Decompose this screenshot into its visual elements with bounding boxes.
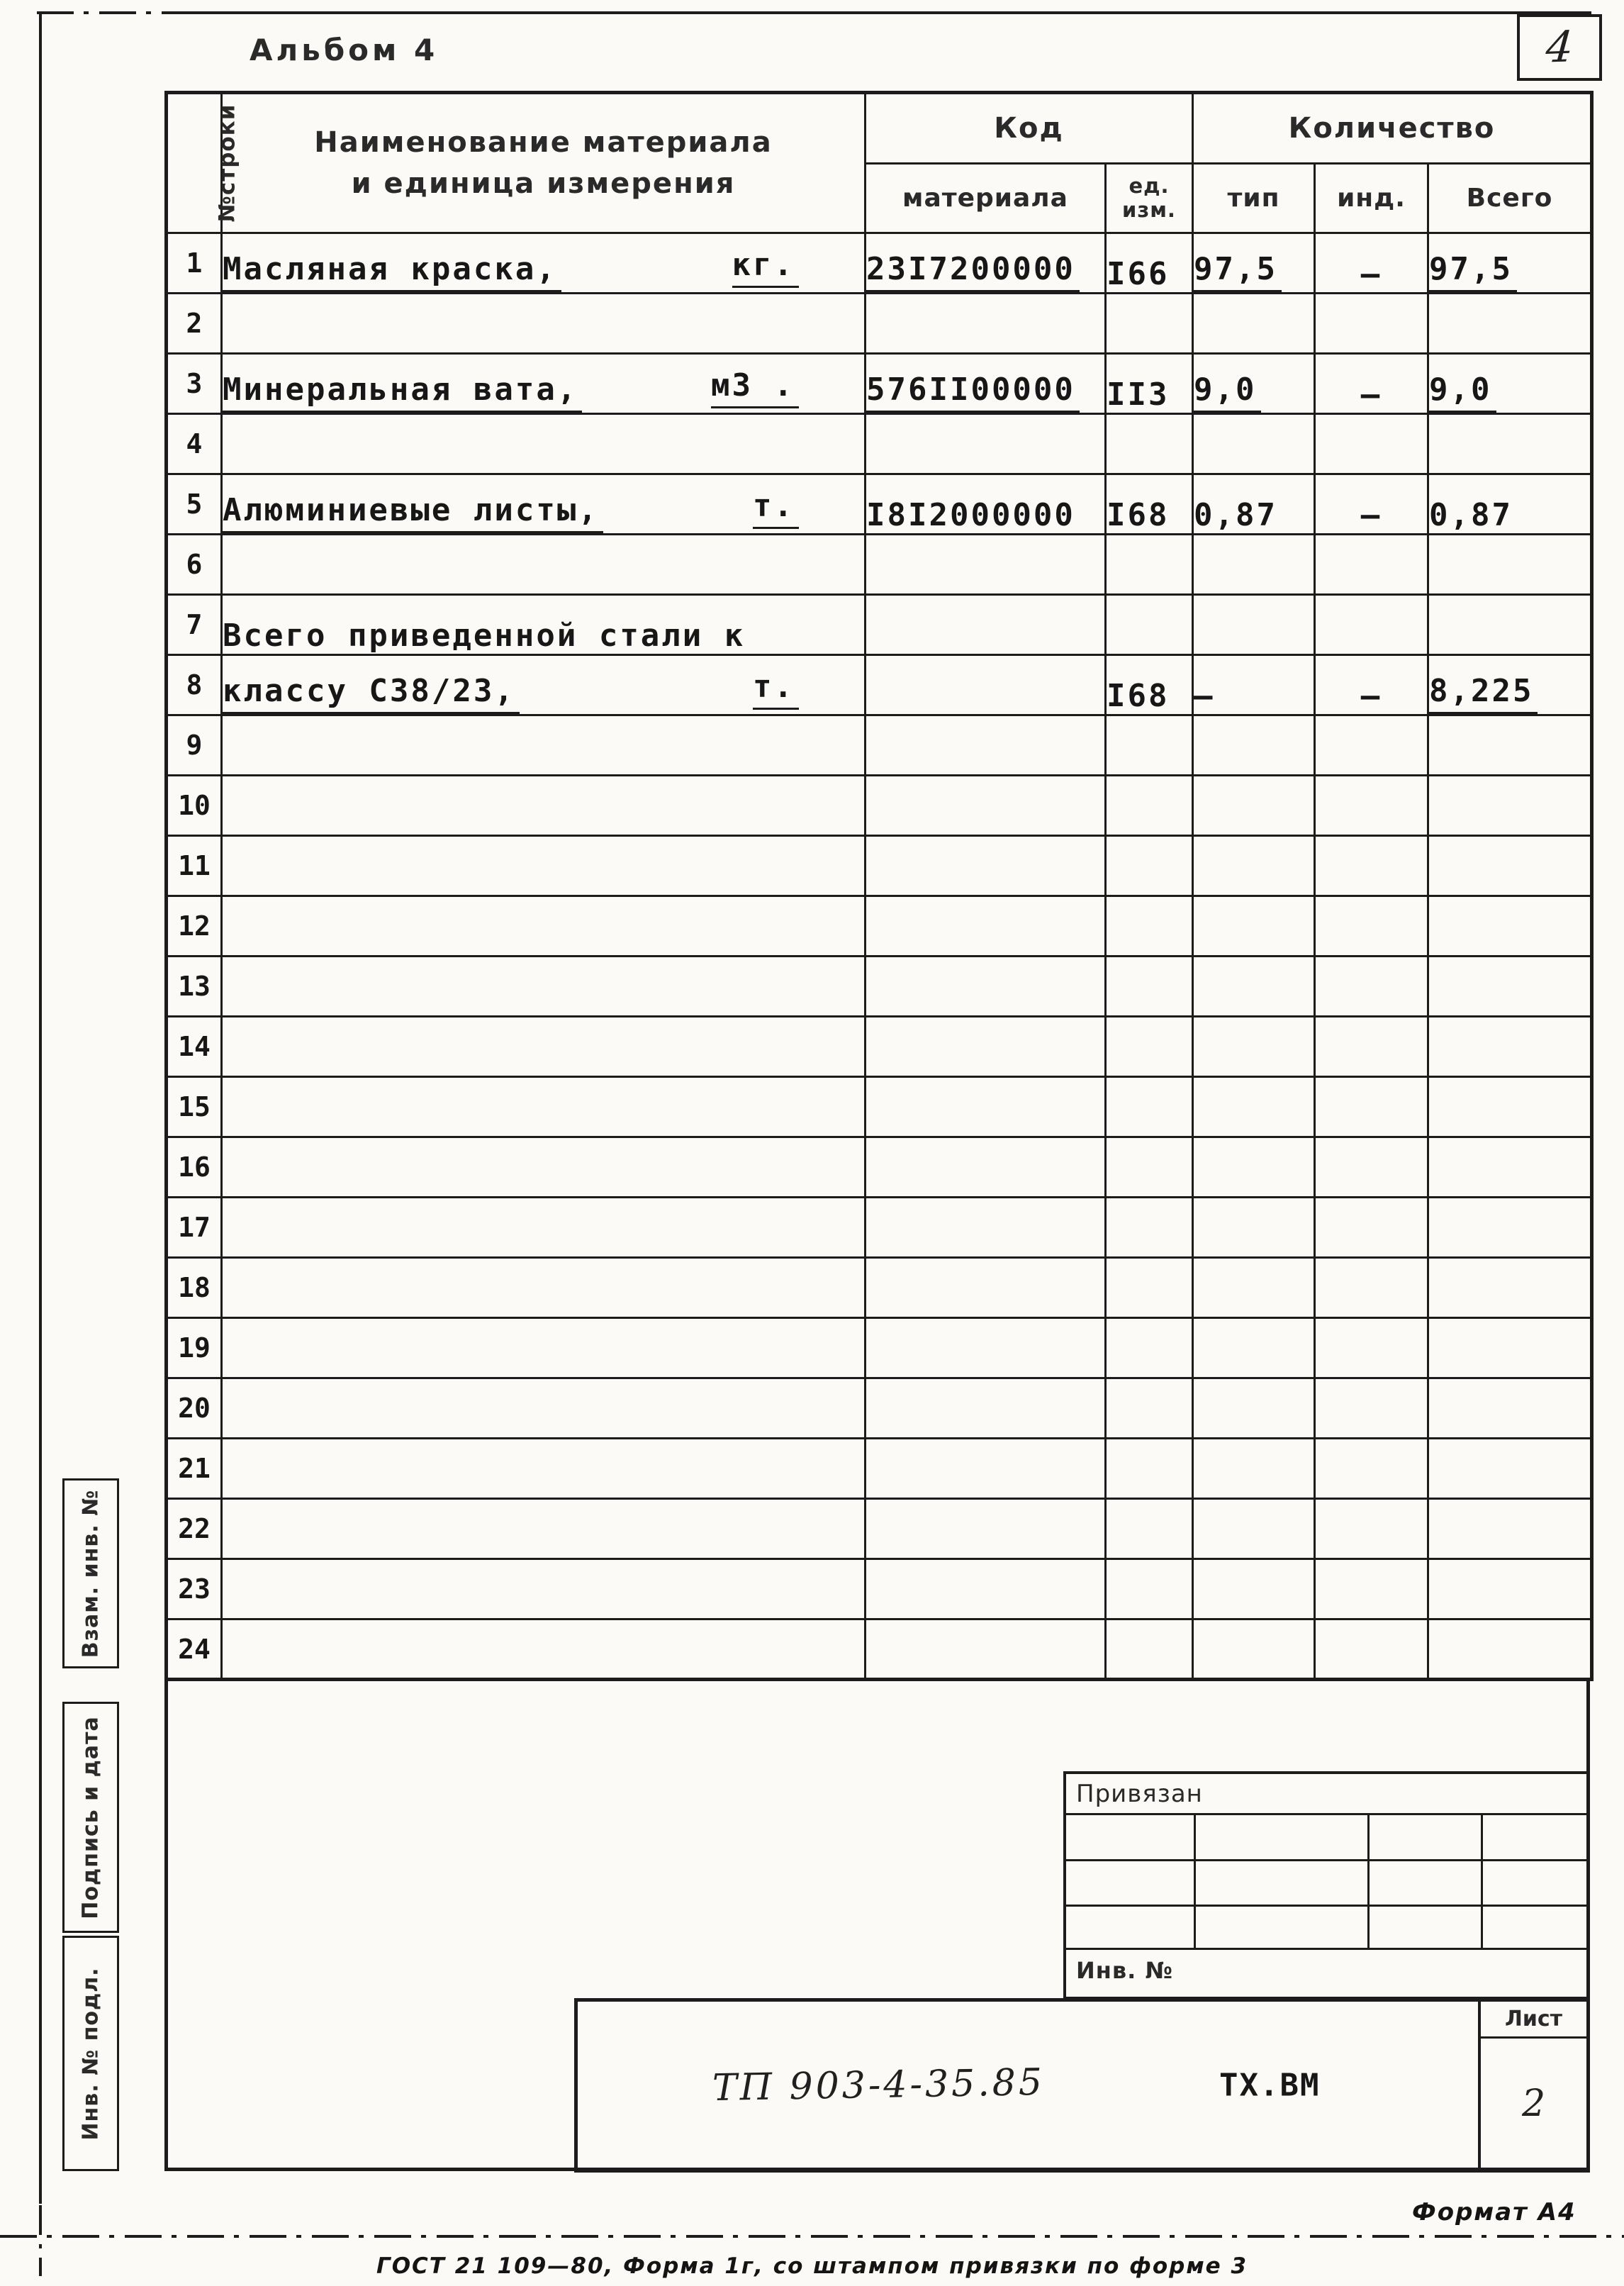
privyazka-grid bbox=[1066, 1815, 1587, 1950]
cell-value-no: 13 bbox=[178, 971, 211, 1002]
cell-value-ed: I68 bbox=[1107, 678, 1170, 714]
material-name: Масляная краска, bbox=[223, 251, 561, 292]
cell-tip bbox=[1193, 1017, 1315, 1077]
cell-value-ind: – bbox=[1360, 256, 1382, 292]
cell-ind bbox=[1315, 1258, 1428, 1318]
margin-box-podpis bbox=[62, 1702, 119, 1933]
cell-ed bbox=[1106, 1499, 1193, 1559]
cell-ed bbox=[1106, 896, 1193, 957]
cell-vsego bbox=[1428, 1258, 1592, 1318]
cell-no bbox=[167, 1439, 222, 1499]
header-qty-type: тип bbox=[1193, 164, 1315, 233]
cell-vsego bbox=[1428, 1439, 1592, 1499]
cell-code bbox=[866, 595, 1106, 655]
cell-no bbox=[167, 1198, 222, 1258]
material-unit: т. bbox=[753, 669, 799, 710]
cell-ed bbox=[1106, 1439, 1193, 1499]
cell-value-no: 24 bbox=[178, 1633, 211, 1665]
cell-vsego bbox=[1428, 474, 1592, 535]
cell-value-no: 16 bbox=[178, 1152, 211, 1183]
grid-vline bbox=[1481, 1815, 1483, 1948]
grid-vline bbox=[1194, 1815, 1196, 1948]
materials-table-body bbox=[167, 233, 1592, 1680]
table-row bbox=[167, 1017, 1592, 1077]
cell-ind bbox=[1315, 1619, 1428, 1680]
cell-no bbox=[167, 1137, 222, 1198]
gost-footer: ГОСТ 21 109—80, Форма 1г, со штампом привязки по форме 3 bbox=[376, 2253, 1248, 2279]
cell-value-code: I8I2000000 bbox=[866, 497, 1075, 533]
cell-ind bbox=[1315, 1077, 1428, 1137]
cell-code bbox=[866, 836, 1106, 896]
cell-tip bbox=[1193, 595, 1315, 655]
grid-hline bbox=[1066, 1905, 1587, 1907]
cell-value-vsego: 97,5 bbox=[1429, 251, 1517, 292]
table-row bbox=[167, 1077, 1592, 1137]
cell-name bbox=[222, 1137, 866, 1198]
table-row bbox=[167, 414, 1592, 474]
cell-code bbox=[866, 896, 1106, 957]
cell-tip bbox=[1193, 1499, 1315, 1559]
table-row bbox=[167, 1258, 1592, 1318]
cell-ind bbox=[1315, 896, 1428, 957]
row-number-vertical-label: №строки bbox=[214, 104, 240, 223]
table-row bbox=[167, 1198, 1592, 1258]
cell-no bbox=[167, 836, 222, 896]
cell-no bbox=[167, 535, 222, 595]
cell-ed bbox=[1106, 535, 1193, 595]
page-number-box bbox=[1517, 14, 1602, 81]
cell-value-no: 9 bbox=[186, 730, 203, 761]
cell-ed bbox=[1106, 776, 1193, 836]
cell-ind bbox=[1315, 474, 1428, 535]
cell-ind bbox=[1315, 1378, 1428, 1439]
cell-code bbox=[866, 655, 1106, 715]
cell-value-no: 12 bbox=[178, 910, 211, 942]
cell-ed bbox=[1106, 595, 1193, 655]
cell-value-code: 576II00000 bbox=[866, 372, 1080, 413]
title-stamp bbox=[574, 1998, 1590, 2173]
header-unit-line1: ед. bbox=[1129, 174, 1170, 199]
cell-tip bbox=[1193, 1198, 1315, 1258]
table-row bbox=[167, 896, 1592, 957]
cell-ed bbox=[1106, 1559, 1193, 1619]
cell-code bbox=[866, 1198, 1106, 1258]
cell-value-ed: II3 bbox=[1107, 377, 1170, 413]
cell-name bbox=[222, 414, 866, 474]
cell-ed bbox=[1106, 957, 1193, 1017]
cell-code bbox=[866, 1619, 1106, 1680]
margin-label-vzam: Взам. инв. № bbox=[78, 1489, 103, 1658]
header-code-material: материала bbox=[866, 164, 1106, 233]
material-name: Алюминиевые листы, bbox=[223, 492, 603, 533]
cell-tip bbox=[1193, 1378, 1315, 1439]
sheet-label: Лист bbox=[1481, 2002, 1586, 2039]
cell-value-no: 5 bbox=[186, 489, 203, 520]
cell-value-vsego: 9,0 bbox=[1429, 372, 1496, 413]
header-qty-ind: инд. bbox=[1315, 164, 1428, 233]
cell-value-vsego: 8,225 bbox=[1429, 673, 1538, 714]
table-row bbox=[167, 474, 1592, 535]
cell-no bbox=[167, 1499, 222, 1559]
cell-tip bbox=[1193, 896, 1315, 957]
table-row bbox=[167, 354, 1592, 414]
cell-value-ind: – bbox=[1360, 497, 1382, 533]
table-header-row-1 bbox=[167, 93, 1592, 164]
cell-value-no: 18 bbox=[178, 1272, 211, 1303]
cell-tip bbox=[1193, 957, 1315, 1017]
header-name-line2: и единица измерения bbox=[351, 167, 736, 200]
cell-value-no: 11 bbox=[178, 850, 211, 881]
material-unit: кг. bbox=[732, 247, 799, 288]
margin-label-inv-podl: Инв. № подл. bbox=[78, 1966, 103, 2141]
header-unit-line2: изм. bbox=[1122, 197, 1176, 222]
cell-ind bbox=[1315, 294, 1428, 354]
cell-name bbox=[222, 535, 866, 595]
cell-code bbox=[866, 1378, 1106, 1439]
album-label: Альбом 4 bbox=[250, 33, 439, 67]
cell-tip bbox=[1193, 655, 1315, 715]
cell-value-no: 8 bbox=[186, 669, 203, 701]
cell-name bbox=[222, 294, 866, 354]
cell-no bbox=[167, 233, 222, 294]
cell-ed bbox=[1106, 1077, 1193, 1137]
cell-ed bbox=[1106, 1258, 1193, 1318]
cell-no bbox=[167, 1258, 222, 1318]
margin-label-podpis: Подпись и дата bbox=[78, 1715, 103, 1919]
cell-ind bbox=[1315, 1559, 1428, 1619]
cell-vsego bbox=[1428, 655, 1592, 715]
cell-no bbox=[167, 957, 222, 1017]
header-code-group: Код bbox=[866, 93, 1193, 164]
cell-name bbox=[222, 1439, 866, 1499]
cell-ind bbox=[1315, 1499, 1428, 1559]
cell-vsego bbox=[1428, 294, 1592, 354]
cell-value-no: 14 bbox=[178, 1031, 211, 1062]
cell-no bbox=[167, 1378, 222, 1439]
cell-tip bbox=[1193, 836, 1315, 896]
frame-left-line bbox=[39, 11, 42, 2204]
cell-name bbox=[222, 896, 866, 957]
cell-ind bbox=[1315, 655, 1428, 715]
cell-value-no: 10 bbox=[178, 790, 211, 821]
cell-ed bbox=[1106, 1318, 1193, 1378]
cell-code bbox=[866, 715, 1106, 776]
cell-tip bbox=[1193, 414, 1315, 474]
cell-ind bbox=[1315, 535, 1428, 595]
table-row bbox=[167, 1318, 1592, 1378]
sheet-number: 2 bbox=[1521, 2083, 1546, 2125]
cell-ind bbox=[1315, 595, 1428, 655]
cell-tip bbox=[1193, 233, 1315, 294]
cell-no bbox=[167, 1559, 222, 1619]
table-row bbox=[167, 595, 1592, 655]
grid-hline bbox=[1066, 1859, 1587, 1861]
cell-name bbox=[222, 655, 866, 715]
table-row bbox=[167, 1619, 1592, 1680]
header-quantity-group: Количество bbox=[1193, 93, 1592, 164]
header-row-number-col bbox=[167, 93, 240, 233]
cell-ind bbox=[1315, 1439, 1428, 1499]
frame-top-dashdot-line bbox=[37, 11, 189, 14]
cell-vsego bbox=[1428, 1619, 1592, 1680]
cell-code bbox=[866, 957, 1106, 1017]
cell-name bbox=[222, 1499, 866, 1559]
cell-tip bbox=[1193, 1619, 1315, 1680]
cell-vsego bbox=[1428, 1077, 1592, 1137]
cell-vsego bbox=[1428, 1198, 1592, 1258]
page-number: 4 bbox=[1544, 22, 1575, 73]
cell-value-no: 15 bbox=[178, 1091, 211, 1122]
cell-vsego bbox=[1428, 1559, 1592, 1619]
cell-ind bbox=[1315, 957, 1428, 1017]
cell-value-no: 22 bbox=[178, 1513, 211, 1544]
cell-value-no: 17 bbox=[178, 1212, 211, 1243]
cell-vsego bbox=[1428, 1378, 1592, 1439]
cell-vsego bbox=[1428, 233, 1592, 294]
cell-ed bbox=[1106, 233, 1193, 294]
cell-value-no: 1 bbox=[186, 247, 203, 279]
cell-value-no: 23 bbox=[178, 1573, 211, 1605]
inventory-number-label: Инв. № bbox=[1076, 1957, 1173, 1984]
header-qty-total: Всего bbox=[1428, 164, 1592, 233]
table-row bbox=[167, 233, 1592, 294]
cell-no bbox=[167, 896, 222, 957]
cell-value-tip: 97,5 bbox=[1194, 251, 1282, 292]
cell-value-ind: – bbox=[1360, 377, 1382, 413]
cell-name bbox=[222, 474, 866, 535]
cell-value-no: 2 bbox=[186, 308, 203, 339]
materials-table bbox=[164, 91, 1594, 1681]
cell-value-tip: 0,87 bbox=[1194, 497, 1277, 533]
margin-box-inv-podl bbox=[62, 1936, 119, 2171]
cell-name bbox=[222, 1559, 866, 1619]
header-code-unit bbox=[1106, 164, 1193, 233]
cell-value-ed: I66 bbox=[1107, 256, 1170, 292]
table-row bbox=[167, 535, 1592, 595]
cell-ind bbox=[1315, 1318, 1428, 1378]
material-unit: м3 . bbox=[711, 367, 799, 408]
cell-tip bbox=[1193, 776, 1315, 836]
cell-ed bbox=[1106, 1137, 1193, 1198]
cell-value-ed: I68 bbox=[1107, 497, 1170, 533]
cell-tip bbox=[1193, 715, 1315, 776]
cell-tip bbox=[1193, 474, 1315, 535]
cell-vsego bbox=[1428, 776, 1592, 836]
privyazan-label: Привязан bbox=[1066, 1774, 1587, 1815]
cell-code bbox=[866, 776, 1106, 836]
cell-ind bbox=[1315, 414, 1428, 474]
cell-value-tip: 9,0 bbox=[1194, 372, 1260, 413]
table-row bbox=[167, 1499, 1592, 1559]
cell-tip bbox=[1193, 354, 1315, 414]
cell-ed bbox=[1106, 1619, 1193, 1680]
cell-vsego bbox=[1428, 595, 1592, 655]
cell-no bbox=[167, 1017, 222, 1077]
cell-vsego bbox=[1428, 715, 1592, 776]
cell-no bbox=[167, 354, 222, 414]
cell-no bbox=[167, 1077, 222, 1137]
cell-ed bbox=[1106, 354, 1193, 414]
cell-no bbox=[167, 414, 222, 474]
cell-tip bbox=[1193, 535, 1315, 595]
cell-code bbox=[866, 354, 1106, 414]
cell-tip bbox=[1193, 1559, 1315, 1619]
cell-ed bbox=[1106, 414, 1193, 474]
cell-ed bbox=[1106, 294, 1193, 354]
cell-code bbox=[866, 1499, 1106, 1559]
cell-name bbox=[222, 1017, 866, 1077]
table-row bbox=[167, 1439, 1592, 1499]
cell-name bbox=[222, 233, 866, 294]
cell-name bbox=[222, 715, 866, 776]
sheet-number-cell bbox=[1481, 2039, 1586, 2169]
document-number: ТП 903-4-35.85 bbox=[712, 2061, 1046, 2110]
cell-ind bbox=[1315, 715, 1428, 776]
cell-code bbox=[866, 1077, 1106, 1137]
cell-code bbox=[866, 535, 1106, 595]
frame-top-line bbox=[189, 11, 1591, 14]
cell-name bbox=[222, 595, 866, 655]
cell-vsego bbox=[1428, 1318, 1592, 1378]
material-name: Всего приведенной стали к bbox=[223, 618, 746, 654]
cell-value-no: 4 bbox=[186, 428, 203, 459]
cell-ind bbox=[1315, 836, 1428, 896]
cell-tip bbox=[1193, 1077, 1315, 1137]
cell-value-no: 19 bbox=[178, 1332, 211, 1364]
cell-ed bbox=[1106, 1378, 1193, 1439]
cell-value-ind: – bbox=[1360, 678, 1382, 714]
cell-no bbox=[167, 715, 222, 776]
cell-value-no: 6 bbox=[186, 549, 203, 580]
cell-vsego bbox=[1428, 414, 1592, 474]
cell-value-no: 20 bbox=[178, 1393, 211, 1424]
cell-ind bbox=[1315, 354, 1428, 414]
cell-name bbox=[222, 776, 866, 836]
cell-no bbox=[167, 294, 222, 354]
cell-value-no: 7 bbox=[186, 609, 203, 640]
margin-box-vzam bbox=[62, 1478, 119, 1668]
cell-name bbox=[222, 836, 866, 896]
privyazka-block bbox=[1063, 1771, 1590, 2000]
document-code: ТХ.ВМ bbox=[1219, 2067, 1321, 2104]
cell-code bbox=[866, 1137, 1106, 1198]
cell-ed bbox=[1106, 655, 1193, 715]
cell-code bbox=[866, 233, 1106, 294]
cell-no bbox=[167, 1318, 222, 1378]
cell-tip bbox=[1193, 1439, 1315, 1499]
cell-name bbox=[222, 1077, 866, 1137]
cell-ind bbox=[1315, 776, 1428, 836]
cell-code bbox=[866, 1017, 1106, 1077]
cell-ed bbox=[1106, 474, 1193, 535]
cell-vsego bbox=[1428, 1137, 1592, 1198]
table-row bbox=[167, 294, 1592, 354]
grid-vline bbox=[1367, 1815, 1370, 1948]
cell-no bbox=[167, 1619, 222, 1680]
table-row bbox=[167, 1137, 1592, 1198]
material-unit: т. bbox=[753, 488, 799, 529]
cell-value-no: 3 bbox=[186, 368, 203, 399]
cell-ind bbox=[1315, 1017, 1428, 1077]
table-row bbox=[167, 1378, 1592, 1439]
cell-ind bbox=[1315, 1198, 1428, 1258]
material-name: Минеральная вата, bbox=[223, 372, 582, 413]
cell-code bbox=[866, 1439, 1106, 1499]
cell-tip bbox=[1193, 1137, 1315, 1198]
cell-code bbox=[866, 1318, 1106, 1378]
cell-vsego bbox=[1428, 1017, 1592, 1077]
cell-ind bbox=[1315, 233, 1428, 294]
cell-name bbox=[222, 354, 866, 414]
cell-vsego bbox=[1428, 535, 1592, 595]
cell-name bbox=[222, 1619, 866, 1680]
table-row bbox=[167, 776, 1592, 836]
cell-name bbox=[222, 1258, 866, 1318]
table-row bbox=[167, 957, 1592, 1017]
cell-vsego bbox=[1428, 354, 1592, 414]
cell-tip bbox=[1193, 1258, 1315, 1318]
cell-ed bbox=[1106, 836, 1193, 896]
cell-ind bbox=[1315, 1137, 1428, 1198]
cell-vsego bbox=[1428, 896, 1592, 957]
cell-vsego bbox=[1428, 957, 1592, 1017]
cell-name bbox=[222, 1378, 866, 1439]
cell-no bbox=[167, 595, 222, 655]
cell-name bbox=[222, 957, 866, 1017]
table-row bbox=[167, 655, 1592, 715]
header-name-line1: Наименование материала bbox=[314, 126, 773, 159]
cell-value-no: 21 bbox=[178, 1453, 211, 1484]
cell-code bbox=[866, 294, 1106, 354]
bottom-dashdot-line bbox=[0, 2235, 1624, 2238]
table-row bbox=[167, 715, 1592, 776]
cell-name bbox=[222, 1198, 866, 1258]
cell-value-code: 23I7200000 bbox=[866, 251, 1080, 292]
cell-no bbox=[167, 474, 222, 535]
material-name: классу С38/23, bbox=[223, 673, 520, 714]
cell-ed bbox=[1106, 715, 1193, 776]
cell-code bbox=[866, 1258, 1106, 1318]
sheet-cell bbox=[1478, 2002, 1586, 2169]
cell-no bbox=[167, 776, 222, 836]
cell-name bbox=[222, 1318, 866, 1378]
cell-vsego bbox=[1428, 836, 1592, 896]
table-row bbox=[167, 1559, 1592, 1619]
cell-vsego bbox=[1428, 1499, 1592, 1559]
cell-tip bbox=[1193, 294, 1315, 354]
cell-code bbox=[866, 1559, 1106, 1619]
cell-code bbox=[866, 474, 1106, 535]
table-row bbox=[167, 836, 1592, 896]
cell-ed bbox=[1106, 1017, 1193, 1077]
cell-no bbox=[167, 655, 222, 715]
format-label: Формат А4 bbox=[1412, 2198, 1577, 2226]
cell-ed bbox=[1106, 1198, 1193, 1258]
cell-value-vsego: 0,87 bbox=[1429, 497, 1513, 533]
header-material-name bbox=[222, 93, 866, 233]
cell-tip bbox=[1193, 1318, 1315, 1378]
cell-code bbox=[866, 414, 1106, 474]
cell-value-tip: – bbox=[1194, 678, 1215, 714]
